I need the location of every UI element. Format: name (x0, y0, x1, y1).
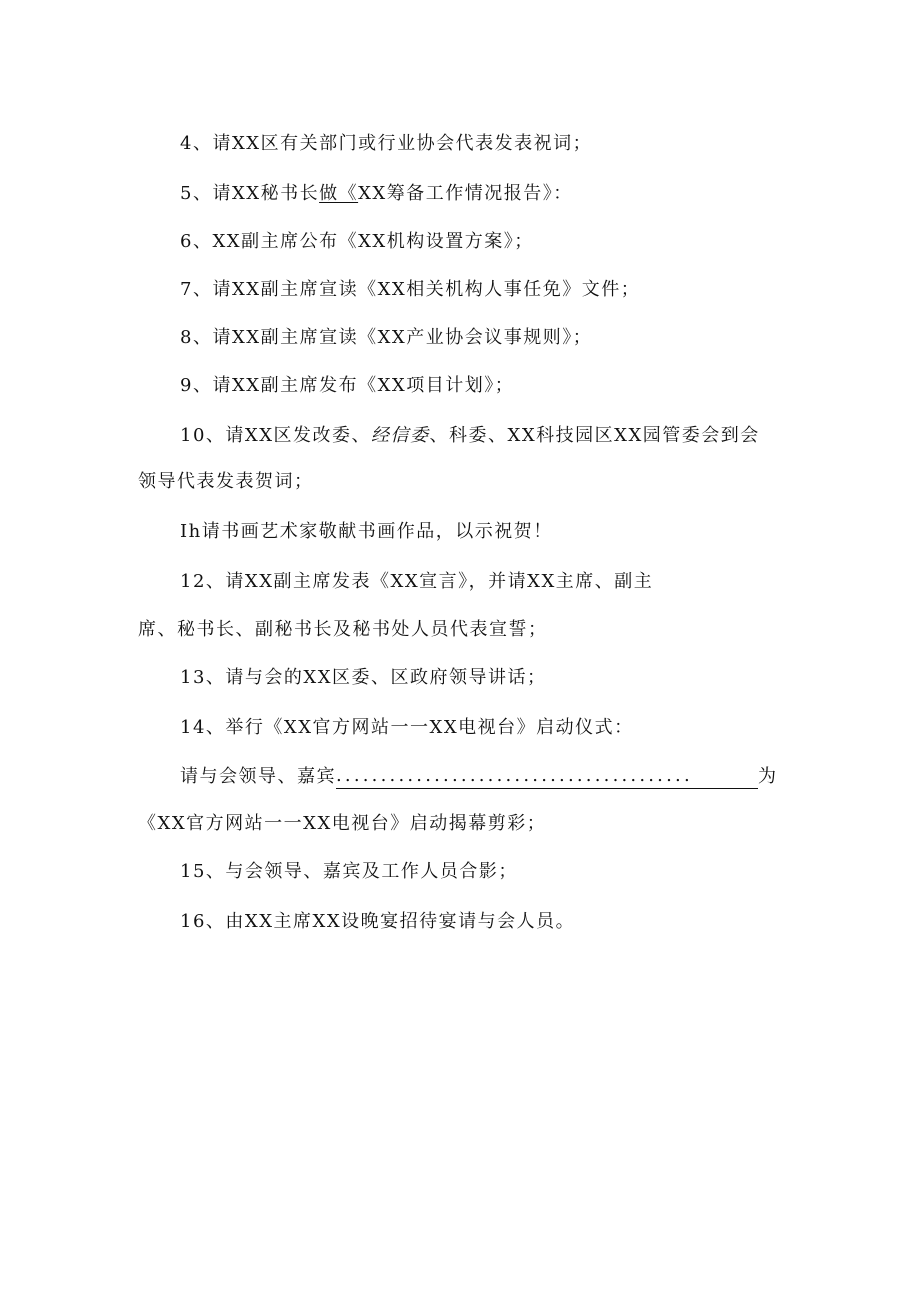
agenda-item-14: 14、举行《XX官方网站一一XX电视台》启动仪式： (180, 717, 634, 738)
agenda-item-12: 12、请XX副主席发表《XX宣言》，并请XX主席、副主 (180, 571, 654, 592)
agenda-item-10 (180, 424, 760, 448)
agenda-item-14-continuation: 《XX官方网站一一XX电视台》启动揭幕剪彩； (138, 813, 547, 834)
agenda-item-4: 4、请XX区有关部门或行业协会代表发表祝词； (180, 133, 593, 154)
agenda-item-12-continuation: 席、秘书长、副秘书长及秘书处人员代表宣誓； (138, 619, 548, 640)
dotted-leader: ........................................ (336, 764, 758, 789)
agenda-item-5 (180, 182, 573, 206)
agenda-item-14-sub-part-a: 请与会领导、嘉宾 (180, 766, 336, 787)
agenda-item-11: Ih请书画艺术家敬献书画作品，以示祝贺！ (180, 521, 553, 542)
agenda-item-15: 15、与会领导、嘉宾及工作人员合影； (180, 861, 518, 882)
agenda-item-14-sub (180, 764, 778, 789)
agenda-item-10-continuation: 领导代表发表贺词； (138, 471, 314, 492)
agenda-item-14-sub-part-b: 为 (758, 766, 778, 787)
agenda-item-10-part-a: 10、请XX区发改委、 (180, 425, 372, 446)
agenda-item-10-italic: 经信委 (371, 425, 430, 446)
agenda-item-5-part-a: 5、请XX秘书长 (180, 183, 320, 204)
agenda-item-9: 9、请XX副主席发布《XX项目计划》； (180, 375, 515, 396)
agenda-item-10-part-c: 、科委、XX科技园区XX园管委会到会 (429, 425, 760, 446)
agenda-item-5-part-c: XX筹备工作情况报告》： (358, 183, 573, 204)
agenda-item-13: 13、请与会的XX区委、区政府领导讲话； (180, 667, 547, 688)
agenda-item-16: 16、由XX主席XX设晚宴招待宴请与会人员。 (180, 911, 576, 932)
agenda-item-7: 7、请XX副主席宣读《XX相关机构人事任免》文件； (180, 279, 641, 300)
agenda-item-8: 8、请XX副主席宣读《XX产业协会议事规则》； (180, 327, 593, 348)
agenda-item-6: 6、XX副主席公布《XX机构设置方案》； (180, 231, 534, 252)
agenda-item-5-underlined: 做《 (319, 183, 359, 204)
